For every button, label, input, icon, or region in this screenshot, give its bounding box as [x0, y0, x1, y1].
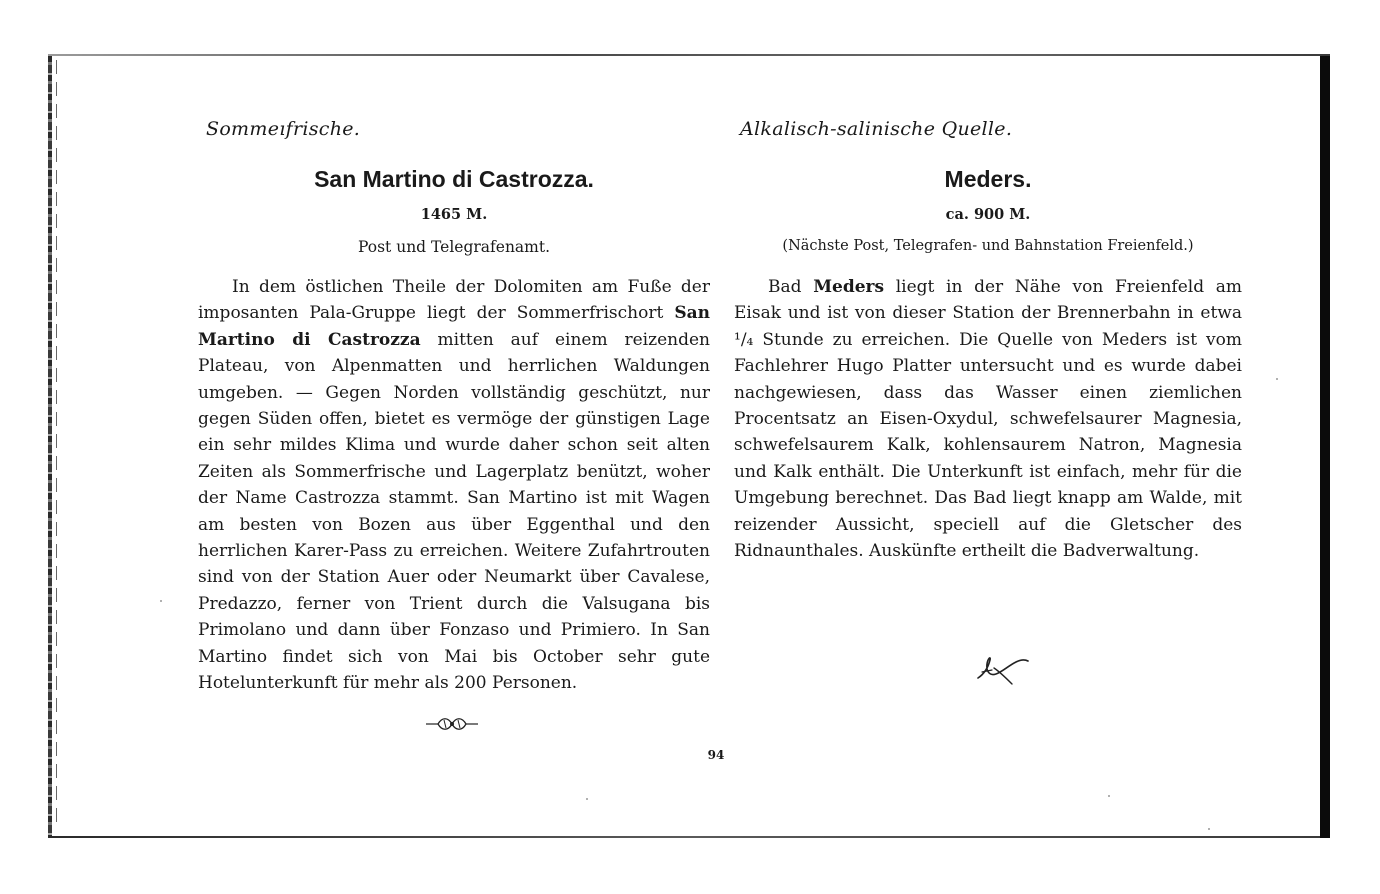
right-altitude: ca. 900 M. — [945, 206, 1031, 223]
right-body-place-name: Meders — [813, 277, 885, 297]
left-body-intro: In dem östlichen Theile der Dolomiten am Fuße der imposanten Pala-Gruppe liegt der Sommerfrischort — [198, 277, 710, 324]
left-column — [198, 118, 710, 697]
scan-speck — [586, 798, 588, 800]
left-body-text — [198, 274, 710, 697]
right-post-info: (Nächste Post, Telegrafen- und Bahnstation Freienfeld.) — [782, 238, 1194, 254]
scan-speck — [1208, 828, 1210, 830]
scan-speck — [160, 600, 162, 602]
right-body-text — [734, 274, 1242, 564]
scan-speck — [1276, 378, 1278, 380]
left-body-rest: mitten auf einem reizenden Plateau, von Alpenmatten und herrlichen Waldungen umgeben. — Gegen Norden vollständig geschützt, nur gegen Süden offen, bietet es vermöge der günstigen Lage ein sehr mildes Klima und wurde daher schon seit alten Zeiten als Sommerfrische und Lagerplatz benützt, woher der Name Castrozza stammt. San Martino ist mit Wagen am besten von Bozen aus über Eggenthal und den herrlichen Karer-Pass zu erreichen. Weitere Zufahrtrouten sind von der Station Auer oder Neumarkt über Cavalese, Predazzo, ferner von Trient durch die Valsugana bis Primolano und dann über Fonzaso und Primiero. In San Martino findet sich von Mai bis October sehr gute Hotelunterkunft für mehr als 200 Personen. — [198, 329, 710, 694]
right-body-intro: Bad — [768, 277, 814, 297]
handwritten-mark — [972, 648, 1034, 688]
scan-speck — [1108, 795, 1110, 797]
page-number: 94 — [707, 748, 725, 762]
right-category: Alkalisch-salinische Quelle. — [740, 118, 1013, 140]
right-body-rest: liegt in der Nähe von Freienfeld am Eisak und ist von dieser Station der Brennerbahn in etwa ¹/₄ Stunde zu erreichen. Die Quelle von Meders ist vom Fachlehrer Hugo Platter untersucht und es wurde dabei nachgewiesen, dass das Wasser einen ziemlichen Procentsatz an Eisen-Oxydul, schwefelsaurer Magnesia, schwefelsaurem Kalk, kohlensaurem Natron, Magnesia und Kalk enthält. Die Unterkunft ist einfach, mehr für die Umgebung berechnet. Das Bad liegt knapp am Walde, mit reizender Aussicht, speciell auf die Gletscher des Ridnaunthales. Auskünfte ertheilt die Badverwaltung. — [734, 277, 1243, 562]
right-title: Meders. — [944, 166, 1032, 192]
left-category: Sommeıfrische. — [206, 118, 361, 140]
scan-edge-bottom — [48, 836, 1330, 838]
left-title: San Martino di Castrozza. — [314, 166, 594, 192]
ornament-icon — [424, 714, 480, 734]
scan-edge-left — [48, 56, 52, 838]
scan-edge-top — [48, 54, 1330, 56]
scan-edge-right — [1320, 56, 1330, 838]
left-body-place-name: San Martino di Castrozza — [198, 303, 710, 350]
scan-edge-left-inner — [56, 60, 57, 830]
left-altitude: 1465 M. — [420, 206, 488, 223]
right-column — [734, 118, 1242, 564]
left-post-info: Post und Telegrafenamt. — [357, 238, 551, 256]
